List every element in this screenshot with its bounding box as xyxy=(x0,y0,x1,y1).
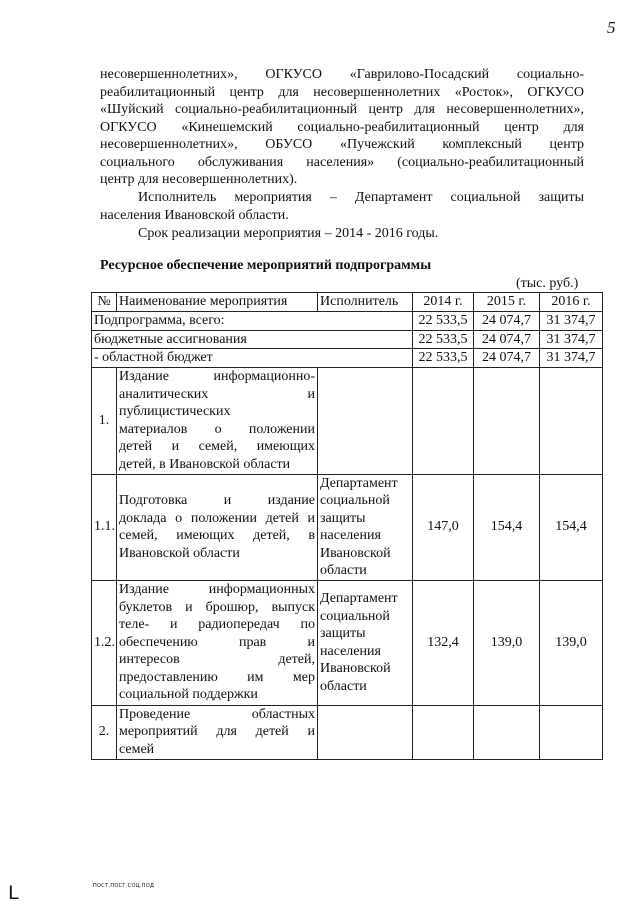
row-name: Проведение областных мероприятий для детей и семей xyxy=(117,705,318,759)
intro-line: социального обслуживания населения» (социально-реабилитационный xyxy=(100,154,584,170)
header-2015: 2015 г. xyxy=(474,293,540,312)
row-value-2015 xyxy=(474,367,540,474)
row-executor xyxy=(318,367,413,474)
row-executor: Департамент социальной защиты населения Ивановской области xyxy=(318,474,413,580)
intro-line: центр для несовершеннолетних). xyxy=(100,172,298,187)
table-row xyxy=(92,705,603,759)
row-value-2016 xyxy=(540,367,603,474)
page-number: 5 xyxy=(607,18,616,37)
intro-paragraph xyxy=(100,66,584,189)
header-2014: 2014 г. xyxy=(413,293,474,312)
row-value-2014 xyxy=(413,367,474,474)
row-num: 2. xyxy=(92,705,117,759)
executor-line: населения Ивановской области. xyxy=(100,207,289,223)
row-executor xyxy=(318,705,413,759)
table-header-row xyxy=(92,293,603,312)
intro-line: несовершеннолетних», ОБУСО «Пучежский комплексный центр xyxy=(100,137,584,152)
row-name: Издание информационных буклетов и брошюр, выпуск теле- и радиопередач по обеспечению прав и интересов детей, предоставлению им мер социальной поддержки xyxy=(117,580,318,705)
table-row xyxy=(92,367,603,474)
table-row xyxy=(92,580,603,705)
header-num: № xyxy=(92,293,117,312)
row-name: Подготовка и издание доклада о положении детей и семей, имеющих детей, в Ивановской области xyxy=(117,474,318,580)
row-value-2016: 154,4 xyxy=(540,474,603,580)
intro-line: несовершеннолетних», ОГКУСО «Гаврилово-Посадский социально- xyxy=(100,67,584,82)
row-value-2015 xyxy=(474,705,540,759)
executor-paragraph xyxy=(100,189,584,224)
summary-row xyxy=(92,312,603,331)
intro-line: реабилитационный центр для несовершеннолетних «Росток», ОГКУСО xyxy=(100,84,584,100)
summary-value: 22 533,5 xyxy=(413,330,474,349)
summary-value: 22 533,5 xyxy=(413,312,474,331)
corner-mark: L xyxy=(8,882,19,904)
summary-row xyxy=(92,349,603,368)
row-value-2014: 147,0 xyxy=(413,474,474,580)
executor-line: Исполнитель мероприятия – Департамент социальной защиты xyxy=(138,190,584,205)
units-note: (тыс. руб.) xyxy=(516,276,579,291)
header-executor: Исполнитель xyxy=(318,293,413,312)
footer-code: ПОСТ.ПОСГ.СОЦ.ПОД xyxy=(93,883,155,889)
summary-value: 31 374,7 xyxy=(540,312,603,331)
intro-line: ОГКУСО «Кинешемский социально-реабилитационный центр для xyxy=(100,119,584,135)
summary-value: 24 074,7 xyxy=(474,312,540,331)
row-executor: Департамент социальной защиты населения Ивановской области xyxy=(318,580,413,705)
summary-row xyxy=(92,330,603,349)
summary-value: 24 074,7 xyxy=(474,330,540,349)
summary-value: 31 374,7 xyxy=(540,330,603,349)
row-value-2016 xyxy=(540,705,603,759)
row-value-2016: 139,0 xyxy=(540,580,603,705)
row-value-2015: 139,0 xyxy=(474,580,540,705)
term-paragraph xyxy=(100,225,584,243)
table-row xyxy=(92,474,603,580)
summary-value: 31 374,7 xyxy=(540,349,603,368)
header-2016: 2016 г. xyxy=(540,293,603,312)
summary-value: 24 074,7 xyxy=(474,349,540,368)
row-value-2014 xyxy=(413,705,474,759)
header-name: Наименование мероприятия xyxy=(117,293,318,312)
term-line: Срок реализации мероприятия – 2014 - 2016 годы. xyxy=(138,226,439,241)
row-num: 1. xyxy=(92,367,117,474)
summary-label: бюджетные ассигнования xyxy=(92,330,413,349)
summary-value: 22 533,5 xyxy=(413,349,474,368)
section-heading: Ресурсное обеспечение мероприятий подпрограммы xyxy=(100,258,432,273)
summary-label: Подпрограмма, всего: xyxy=(92,312,413,331)
row-num: 1.2. xyxy=(92,580,117,705)
summary-label: - областной бюджет xyxy=(92,349,413,368)
resource-table xyxy=(91,292,603,760)
row-value-2014: 132,4 xyxy=(413,580,474,705)
intro-line: «Шуйский социально-реабилитационный центр для несовершеннолетних», xyxy=(100,102,584,117)
row-num: 1.1. xyxy=(92,474,117,580)
row-value-2015: 154,4 xyxy=(474,474,540,580)
row-name: Издание информационно- аналитических и публицистических материалов о положении детей и семей, имеющих детей, в Ивановской области xyxy=(117,367,318,474)
